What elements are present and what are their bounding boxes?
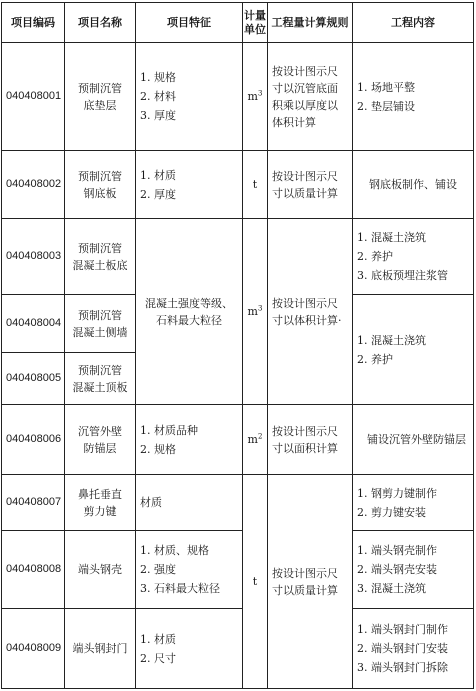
table-row — [2, 405, 474, 475]
item-code: 040408009 — [2, 609, 65, 689]
item-content: 钢底板制作、铺设 — [353, 151, 474, 219]
header-rule: 工程量计算规则 — [268, 3, 353, 43]
header-content: 工程内容 — [353, 3, 474, 43]
table-row — [2, 151, 474, 219]
header-unit — [243, 3, 268, 43]
item-content: 1. 端头钢壳制作 2. 端头钢壳安装 3. 混凝土浇筑 — [353, 531, 474, 609]
item-features: 1. 材质、规格 2. 强度 3. 石料最大粒径 — [136, 531, 243, 609]
item-name: 预制沉管 钢底板 — [65, 151, 136, 219]
table-row — [2, 43, 474, 151]
header-name: 项目名称 — [65, 3, 136, 43]
item-content: 1. 端头钢封门制作 2. 端头钢封门安装 3. 端头钢封门拆除 — [353, 609, 474, 689]
item-features: 材质 — [136, 475, 243, 531]
merged-concrete-features: 混凝土强度等级、石料最大粒径 — [136, 219, 243, 405]
item-features: 1. 材质品种 2. 规格 — [136, 405, 243, 475]
item-features: 1. 规格 2. 材料 3. 厚度 — [136, 43, 243, 151]
item-content: 1. 场地平整 2. 垫层铺设 — [353, 43, 474, 151]
header-unit-line2: 单位 — [244, 22, 266, 36]
merged-concrete-unit: $m^3$ — [243, 219, 268, 405]
rule-mark: · — [338, 313, 342, 327]
table-row — [2, 609, 474, 689]
table-row — [2, 475, 474, 531]
item-name: 预制沉管 底垫层 — [65, 43, 136, 151]
item-code: 040408008 — [2, 531, 65, 609]
item-code: 040408002 — [2, 151, 65, 219]
item-rule: 按设计图示尺寸以面积计算 — [268, 405, 353, 475]
item-code: 040408006 — [2, 405, 65, 475]
merged-concrete-rule: 按设计图示尺寸以体积计算· — [268, 219, 353, 405]
item-features: 1. 材质 2. 厚度 — [136, 151, 243, 219]
merged-steel-rule: 按设计图示尺寸以质量计算 — [268, 475, 353, 689]
table-row — [2, 219, 474, 295]
item-code: 040408004 — [2, 295, 65, 353]
item-content: 1. 混凝土浇筑 2. 养护 — [353, 295, 474, 405]
item-unit: $m^2$ — [243, 405, 268, 475]
item-name: 鼻托垂直 剪力键 — [65, 475, 136, 531]
bill-of-quantities-table — [1, 2, 474, 689]
header-row — [2, 3, 474, 43]
item-unit: t — [243, 151, 268, 219]
item-rule: 按设计图示尺寸以质量计算 — [268, 151, 353, 219]
item-content: 1. 混凝土浇筑 2. 养护 3. 底板预埋注浆管 — [353, 219, 474, 295]
item-name: 沉管外壁 防锚层 — [65, 405, 136, 475]
item-content: 铺设沉管外壁防锚层 — [353, 405, 474, 475]
item-unit: $m^3$ — [243, 43, 268, 151]
item-content: 1. 钢剪力键制作 2. 剪力键安装 — [353, 475, 474, 531]
header-unit-line1: 计量 — [244, 8, 266, 22]
header-features: 项目特征 — [136, 3, 243, 43]
item-name: 端头钢封门 — [65, 609, 136, 689]
header-code: 项目编码 — [2, 3, 65, 43]
item-code: 040408001 — [2, 43, 65, 151]
merged-steel-unit: t — [243, 475, 268, 689]
item-name: 预制沉管 混凝土侧墙 — [65, 295, 136, 353]
item-code: 040408007 — [2, 475, 65, 531]
item-code: 040408005 — [2, 353, 65, 405]
item-name: 预制沉管 混凝土顶板 — [65, 353, 136, 405]
item-name: 预制沉管 混凝土板底 — [65, 219, 136, 295]
table-row — [2, 531, 474, 609]
item-features: 1. 材质 2. 尺寸 — [136, 609, 243, 689]
item-rule: 按设计图示尺寸以沉管底面积乘以厚度以体积计算 — [268, 43, 353, 151]
item-name: 端头钢壳 — [65, 531, 136, 609]
item-code: 040408003 — [2, 219, 65, 295]
